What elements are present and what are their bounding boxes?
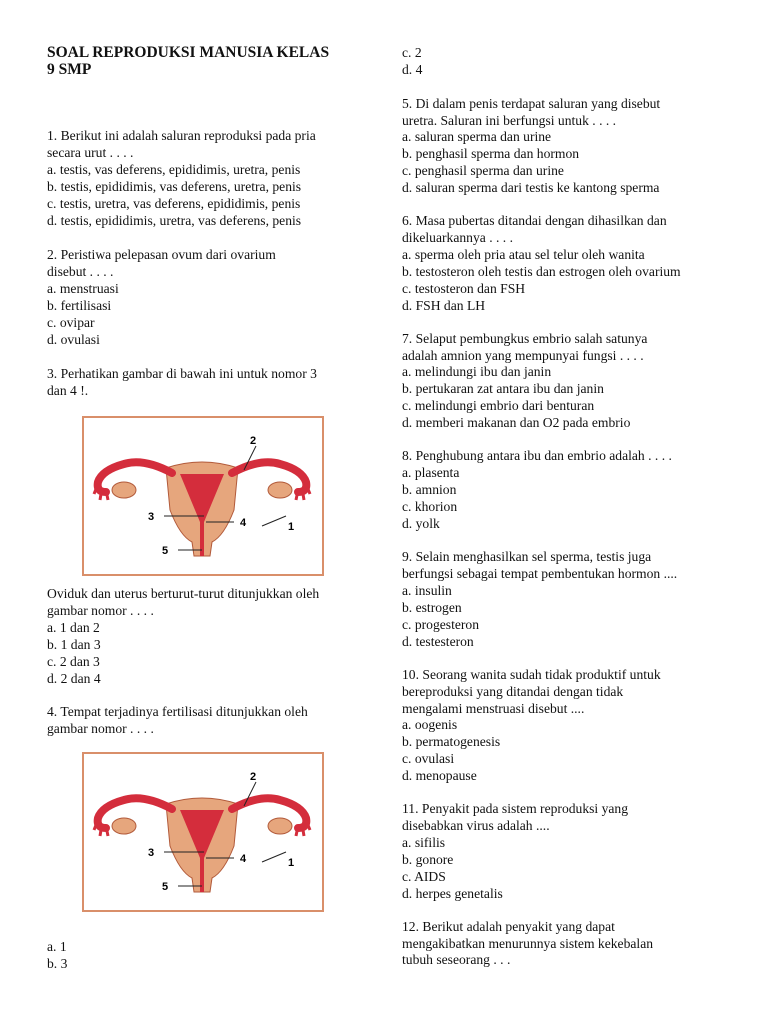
q2-option-a: a. menstruasi xyxy=(47,281,119,296)
q2-line: 2. Peristiwa pelepasan ovum dari ovarium xyxy=(47,247,276,262)
left-ovary-shape xyxy=(112,482,136,498)
q5-line: uretra. Saluran ini berfungsi untuk . . . . xyxy=(402,113,617,128)
q9-option-b: b. estrogen xyxy=(402,600,462,615)
q11-option-b: b. gonore xyxy=(402,852,454,867)
q5-option-a: a. saluran sperma dan urine xyxy=(402,129,552,144)
q11-option-a: a. sifilis xyxy=(402,835,446,850)
figure-label-3: 3 xyxy=(148,511,155,523)
page-title-line-2: 9 SMP xyxy=(47,61,92,78)
figure-label-1: 1 xyxy=(288,521,295,533)
q12-line: 12. Berikut adalah penyakit yang dapat xyxy=(402,919,615,934)
uterus-diagram-figure-2 xyxy=(82,752,324,912)
figure-label-4: 4 xyxy=(240,517,247,529)
q5-option-d: d. saluran sperma dari testis ke kantong sperma xyxy=(402,180,660,195)
q9-option-a: a. insulin xyxy=(402,583,452,598)
q8-option-d: d. yolk xyxy=(402,516,440,531)
q4-line: gambar nomor . . . . xyxy=(47,721,154,736)
q7-option-b: b. pertukaran zat antara ibu dan janin xyxy=(402,381,604,396)
q9-line: berfungsi sebagai tempat pembentukan hormon .... xyxy=(402,566,678,581)
q10-option-a: a. oogenis xyxy=(402,717,458,732)
q12-line: mengakibatkan menurunnya sistem kekebalan xyxy=(402,936,654,951)
q5-option-b: b. penghasil sperma dan hormon xyxy=(402,146,580,161)
q5-line: 5. Di dalam penis terdapat saluran yang disebut xyxy=(402,96,661,111)
figure-label-5: 5 xyxy=(162,545,169,557)
q10-line: bereproduksi yang ditandai dengan tidak xyxy=(402,684,624,699)
q10-option-d: d. menopause xyxy=(402,768,477,783)
q10-option-b: b. permatogenesis xyxy=(402,734,501,749)
uterus-diagram xyxy=(84,418,322,574)
q4-line: 4. Tempat terjadinya fertilisasi ditunjukkan oleh xyxy=(47,704,308,719)
figure-label-4: 4 xyxy=(240,853,247,865)
q6-line: 6. Masa pubertas ditandai dengan dihasilkan dan xyxy=(402,213,667,228)
q3-question-line: gambar nomor . . . . xyxy=(47,603,154,618)
q7-option-d: d. memberi makanan dan O2 pada embrio xyxy=(402,415,631,430)
q1-line: secara urut . . . . xyxy=(47,145,134,160)
uterus-diagram-2 xyxy=(84,754,322,910)
left-ovary-shape xyxy=(112,818,136,834)
q11-option-c: c. AIDS xyxy=(402,869,446,884)
q6-line: dikeluarkannya . . . . xyxy=(402,230,513,245)
q11-line: disebabkan virus adalah .... xyxy=(402,818,550,833)
q7-option-a: a. melindungi ibu dan janin xyxy=(402,364,552,379)
q3-option-d: d. 2 dan 4 xyxy=(47,671,101,686)
figure-label-2: 2 xyxy=(250,771,257,783)
q10-line: mengalami menstruasi disebut .... xyxy=(402,701,585,716)
label-line-1 xyxy=(262,852,286,862)
q2-option-d: d. ovulasi xyxy=(47,332,100,347)
q1-option-c: c. testis, uretra, vas deferens, epididimis, penis xyxy=(47,196,301,211)
q4-option-c: c. 2 xyxy=(402,45,422,60)
q8-option-c: c. khorion xyxy=(402,499,458,514)
q3-line: 3. Perhatikan gambar di bawah ini untuk nomor 3 xyxy=(47,366,317,381)
page-title-line-1: SOAL REPRODUKSI MANUSIA KELAS xyxy=(47,44,330,61)
q2-option-b: b. fertilisasi xyxy=(47,298,112,313)
q3-option-c: c. 2 dan 3 xyxy=(47,654,100,669)
q3-option-a: a. 1 dan 2 xyxy=(47,620,100,635)
label-line-1 xyxy=(262,516,286,526)
q12-line: tubuh seseorang . . . xyxy=(402,952,511,967)
right-ovary-shape xyxy=(268,818,292,834)
q2-line: disebut . . . . xyxy=(47,264,114,279)
q1-option-b: b. testis, epididimis, vas deferens, uretra, penis xyxy=(47,179,302,194)
q11-option-d: d. herpes genetalis xyxy=(402,886,503,901)
q9-option-d: d. testesteron xyxy=(402,634,474,649)
q1-option-d: d. testis, epididimis, uretra, vas deferens, penis xyxy=(47,213,302,228)
q10-option-c: c. ovulasi xyxy=(402,751,455,766)
q9-line: 9. Selain menghasilkan sel sperma, testis juga xyxy=(402,549,652,564)
q4-option-a: a. 1 xyxy=(47,939,67,954)
q6-option-a: a. sperma oleh pria atau sel telur oleh wanita xyxy=(402,247,645,262)
q7-line: 7. Selaput pembungkus embrio salah satunya xyxy=(402,331,648,346)
q11-line: 11. Penyakit pada sistem reproduksi yang xyxy=(402,801,629,816)
q7-option-c: c. melindungi embrio dari benturan xyxy=(402,398,595,413)
q7-line: adalah amnion yang mempunyai fungsi . . . . xyxy=(402,348,644,363)
cervix-canal-shape xyxy=(200,858,204,892)
q6-option-d: d. FSH dan LH xyxy=(402,298,486,313)
q2-option-c: c. ovipar xyxy=(47,315,95,330)
q4-option-d: d. 4 xyxy=(402,62,423,77)
q6-option-c: c. testosteron dan FSH xyxy=(402,281,526,296)
q4-option-b: b. 3 xyxy=(47,956,68,971)
q8-option-a: a. plasenta xyxy=(402,465,460,480)
q3-question-line: Oviduk dan uterus berturut-turut ditunjukkan oleh xyxy=(47,586,320,601)
figure-label-2: 2 xyxy=(250,435,257,447)
q3-line: dan 4 !. xyxy=(47,383,89,398)
q9-option-c: c. progesteron xyxy=(402,617,480,632)
figure-label-1: 1 xyxy=(288,857,295,869)
q1-option-a: a. testis, vas deferens, epididimis, uretra, penis xyxy=(47,162,301,177)
right-ovary-shape xyxy=(268,482,292,498)
cervix-canal-shape xyxy=(200,522,204,556)
q10-line: 10. Seorang wanita sudah tidak produktif untuk xyxy=(402,667,661,682)
q3-option-b: b. 1 dan 3 xyxy=(47,637,101,652)
q8-option-b: b. amnion xyxy=(402,482,457,497)
q1-line: 1. Berikut ini adalah saluran reproduksi pada pria xyxy=(47,128,316,143)
q8-line: 8. Penghubung antara ibu dan embrio adalah . . . . xyxy=(402,448,672,463)
figure-label-5: 5 xyxy=(162,881,169,893)
q5-option-c: c. penghasil sperma dan urine xyxy=(402,163,564,178)
q6-option-b: b. testosteron oleh testis dan estrogen oleh ovarium xyxy=(402,264,681,279)
figure-label-3: 3 xyxy=(148,847,155,859)
uterus-diagram-figure xyxy=(82,416,324,576)
